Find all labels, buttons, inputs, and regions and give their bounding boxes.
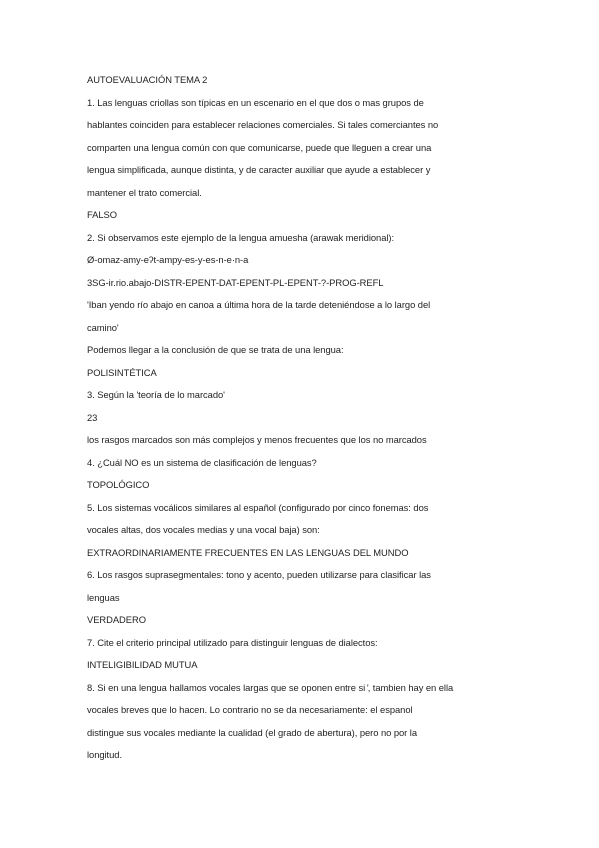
document-title: AUTOEVALUACIÓN TEMA 2	[87, 74, 208, 85]
answer-line: FALSO	[87, 209, 117, 220]
text-line: comparten una lengua común con que comunicarse, puede que lleguen a crear una	[87, 141, 432, 153]
text-line: camino'	[87, 321, 119, 333]
answer-line: INTELIGIBILIDAD MUTUA	[87, 659, 198, 670]
text-line: 3SG-ir.rio.abajo-DISTR-EPENT-DAT-EPENT-PL-EPENT-?-PROG-REFL	[87, 276, 384, 288]
text-line: 23	[87, 411, 98, 423]
text-line: 6. Los rasgos suprasegmentales: tono y acento, pueden utilizarse para clasificar las	[87, 569, 431, 580]
text-line: vocales breves que lo hacen. Lo contrario no se da necesariamente: el espanol	[87, 704, 413, 715]
text-line: 4. ¿Cuál NO es un sistema de clasificación de lenguas?	[87, 456, 317, 468]
text-line: 3. Según la 'teoría de lo marcado'	[87, 389, 225, 400]
text-line: Ø-omaz-amy-eʔt-ampy-es-y-es-n-e·n-a	[87, 254, 249, 265]
text-line: lengua simplificada, aunque distinta, y de caracter auxiliar que ayude a establecer y	[87, 164, 431, 175]
text-line: Podemos llegar a la conclusión de que se trata de una lengua:	[87, 344, 344, 355]
document-body	[87, 69, 512, 767]
text-line: longitud.	[87, 749, 122, 760]
text-line: 8. Si en una lengua hallamos vocales largas que se oponen entre si ̓, tambien hay en ella	[87, 681, 454, 693]
text-line: 5. Los sistemas vocálicos similares al español (configurado por cinco fonemas: dos	[87, 501, 429, 513]
text-line: vocales altas, dos vocales medias y una vocal baja) son:	[87, 524, 320, 535]
answer-line: EXTRAORDINARIAMENTE FRECUENTES EN LAS LENGUAS DEL MUNDO	[87, 546, 409, 558]
text-line: 7. Cite el criterio principal utilizado para distinguir lenguas de dialectos:	[87, 636, 378, 648]
text-line: hablantes coinciden para establecer relaciones comerciales. Si tales comerciantes no	[87, 119, 439, 130]
text-line: distingue sus vocales mediante la cualidad (el grado de abertura), pero no por la	[87, 726, 418, 738]
text-line: mantener el trato comercial.	[87, 186, 202, 198]
answer-line: TOPOLÓGICO	[87, 479, 150, 490]
text-line: 1. Las lenguas criollas son típicas en un escenario en el que dos o mas grupos de	[87, 96, 424, 108]
text-line: 2. Si observamos este ejemplo de la lengua amuesha (arawak meridional):	[87, 231, 395, 243]
answer-line: VERDADERO	[87, 614, 146, 625]
text-line: 'Iban yendo río abajo en canoa a última hora de la tarde deteniéndose a lo largo del	[87, 299, 431, 310]
text-line: lenguas	[87, 591, 120, 603]
answer-line: POLISINTÉTICA	[87, 366, 157, 378]
answer-line: los rasgos marcados son más complejos y menos frecuentes que los no marcados	[87, 434, 427, 445]
